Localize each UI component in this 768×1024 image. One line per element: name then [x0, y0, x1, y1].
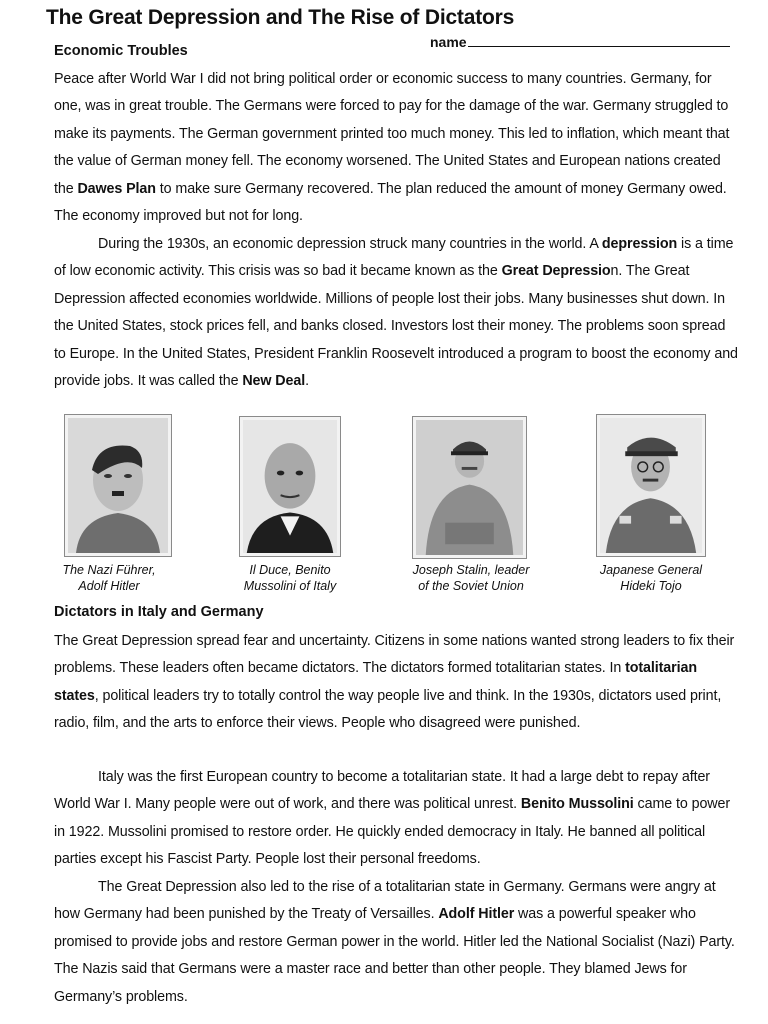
paragraph-dictators-2 [54, 764, 738, 874]
caption-tojo: Japanese General Hideki Tojo [599, 563, 703, 593]
text-run: , political leaders try to totally control the way people live and think. In the 1930s, dictators used print, radio, film, and the arts to enforce their views. People who disagreed were punished. [54, 687, 722, 732]
name-blank-line[interactable] [468, 34, 730, 47]
page-title: The Great Depression and The Rise of Dictators [46, 6, 515, 29]
paragraph-dictators-1 [54, 628, 738, 738]
text-run: Italy was the first European country to become a totalitarian state. It had a large debt to repay after World War I. Many people were out of work, and there was political unrest. [54, 769, 710, 813]
name-field[interactable] [430, 34, 730, 50]
section-heading-economic-troubles: Economic Troubles [54, 43, 188, 59]
bold-term: Dawes Plan [77, 180, 156, 197]
photo-stalin [412, 416, 527, 559]
text-run: is a time of low economic activity. This crisis was so bad it became known as the [54, 236, 734, 280]
photo-hitler [64, 414, 172, 557]
portrait-image [600, 418, 702, 553]
bold-term: Great Depressio [501, 263, 611, 280]
name-label: name [430, 34, 467, 50]
bold-term: New Deal [242, 373, 306, 390]
caption-hitler: The Nazi Führer, Adolf Hitler [62, 563, 156, 593]
paragraph-economic-1 [54, 66, 738, 230]
text-run: n. The Great Depression affected economies worldwide. Millions of people lost their jobs. Many businesses shut down. In the United States, stock prices fell, and banks closed. Investors lost their money. The problems soon spread to Europe. In the United States, President Franklin Roosevelt introduced a program to boost the economy and provide jobs. It was called the [54, 263, 738, 390]
bold-term: totalitarian states [54, 660, 697, 704]
portrait-image [243, 420, 337, 553]
bold-term: Benito Mussolini [520, 796, 634, 813]
portrait-image [416, 420, 523, 555]
bold-term: Adolf Hitler [438, 906, 515, 923]
paragraph-economic-2 [54, 231, 738, 395]
text-run: The Great Depression also led to the rise of a totalitarian state in Germany. Germans were angry at how Germany had been punished by the Treaty of Versailles. [54, 879, 716, 923]
text-run: was a powerful speaker who promised to provide jobs and restore German power in the world. Hitler led the National Socialist (Nazi) Party. The Nazis said that Germans were a master race and better than other people. They blamed Jews for Germany’s problems. [54, 906, 735, 1005]
text-run: During the 1930s, an economic depression struck many countries in the world. A [98, 236, 602, 252]
caption-mussolini: Il Duce, Benito Mussolini of Italy [243, 563, 337, 593]
text-run: The Great Depression spread fear and uncertainty. Citizens in some nations wanted strong leaders to fix their problems. These leaders often became dictators. The dictators formed totalitarian states. In [54, 633, 735, 677]
photo-row [0, 412, 768, 598]
photo-tojo [596, 414, 706, 557]
paragraph-dictators-3 [54, 874, 738, 1011]
bold-term: depression [601, 236, 678, 252]
text-run: . [305, 373, 309, 390]
portrait-image [68, 418, 168, 553]
photo-mussolini [239, 416, 341, 557]
text-run: came to power in 1922. Mussolini promised to restore order. He quickly ended democracy in Italy. He banned all political parties except his Fascist Party. People lost their personal freedoms. [54, 796, 731, 868]
text-run: Peace after World War I did not bring political order or economic success to many countries. Germany, for one, was in great trouble. The Germans were forced to pay for the damage of the war. Germany struggled to make its payments. The German government printed too much money. This led to inflation, which meant that the value of German money fell. The economy worsened. The United States and European nations created the [54, 71, 730, 197]
text-run: to make sure Germany recovered. The plan reduced the amount of money Germany owed. The economy improved but not for long. [54, 180, 727, 225]
section-heading-dictators: Dictators in Italy and Germany [54, 604, 264, 620]
caption-stalin: Joseph Stalin, leader of the Soviet Union [412, 563, 530, 593]
